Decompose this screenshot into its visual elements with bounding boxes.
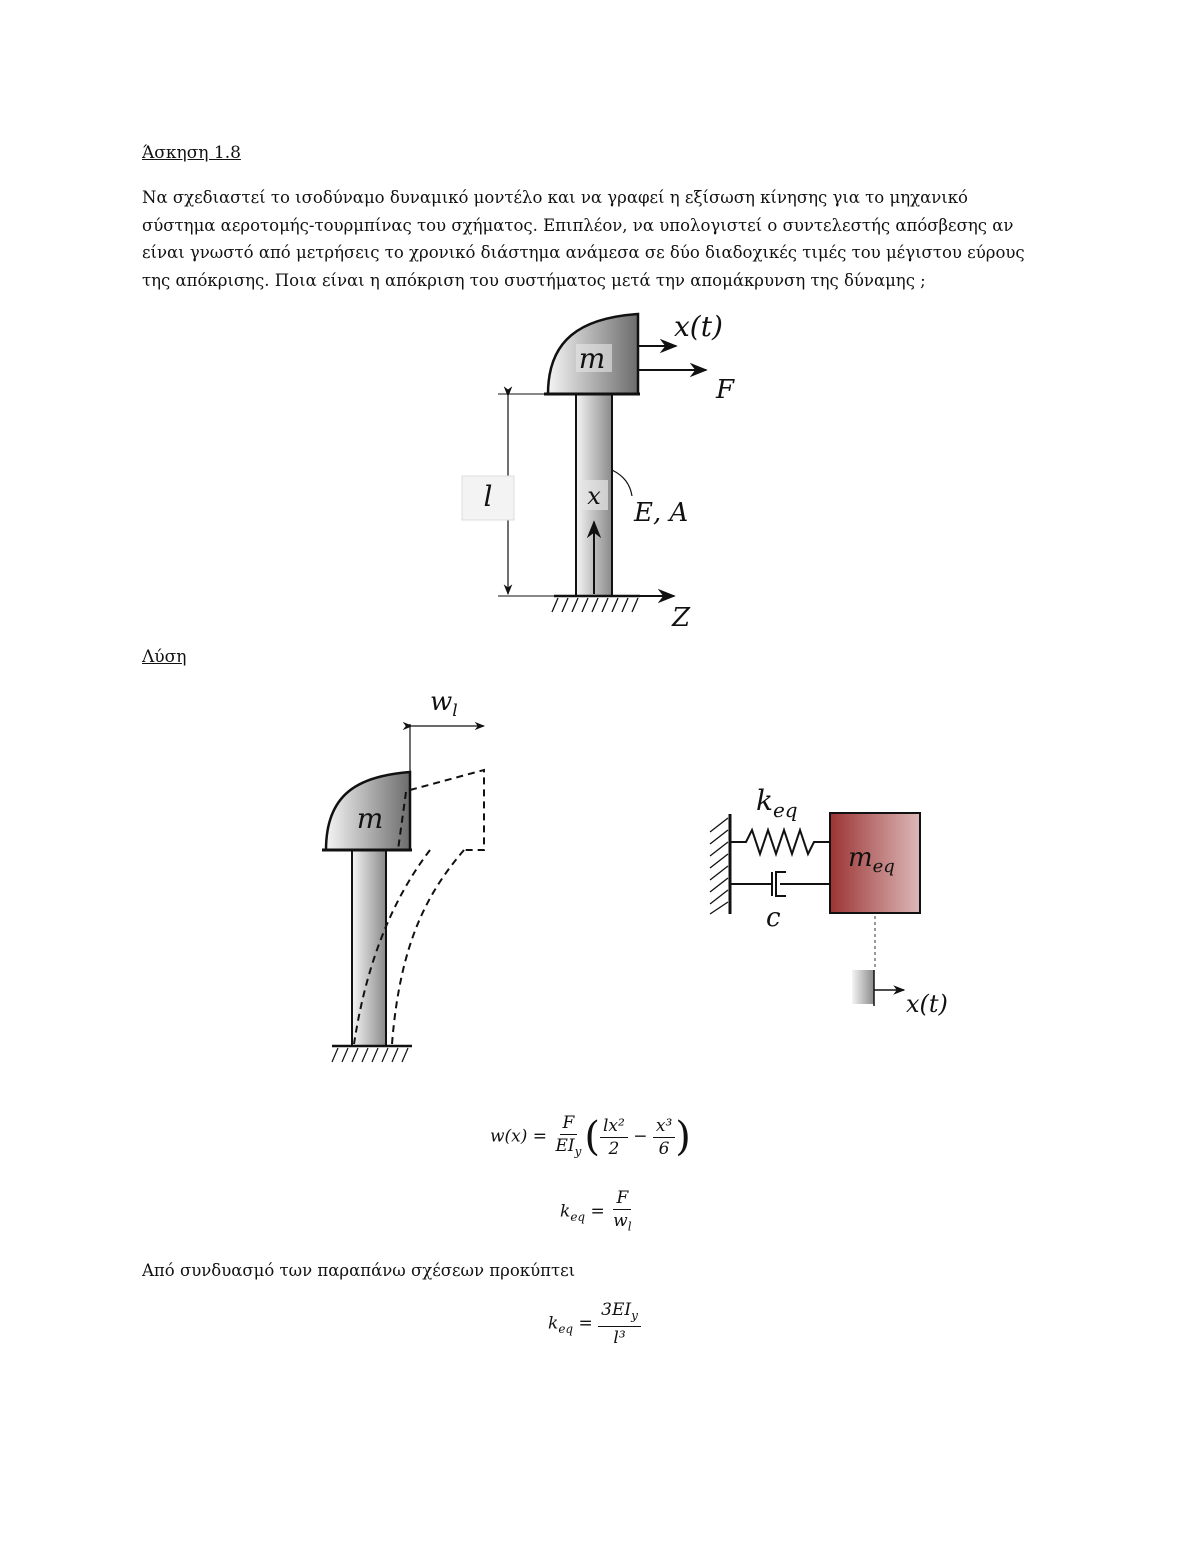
eq1-f-den-sub: y <box>574 1144 582 1159</box>
eq2-equals: = <box>590 1201 605 1222</box>
equivalent-mass-label: $m_{eq}$ <box>848 843 895 877</box>
eq2-den <box>610 1210 634 1236</box>
displacement-label: x(t) <box>906 990 948 1018</box>
mass-label: m <box>578 342 606 375</box>
eq2-fraction <box>610 1188 634 1236</box>
eq1-t1-num: lx² <box>600 1116 628 1138</box>
eq2-den-text: w <box>613 1211 628 1231</box>
eq1-paren-open: ( <box>584 1114 600 1161</box>
eq1-paren-close: ) <box>675 1114 691 1161</box>
damper-label: c <box>766 903 781 933</box>
displacement-label: x(t) <box>674 310 723 343</box>
ground-hatch <box>332 1048 408 1062</box>
material-label: E, A <box>634 498 689 528</box>
eq3-num-text: 3EI <box>601 1300 632 1320</box>
paragraph-line: της απόκρισης. Ποια είναι η απόκριση του συστήματος μετά την απομάκρυνση της δύναμης ; <box>142 270 926 290</box>
equation-deflection <box>490 1113 691 1161</box>
exercise-paragraph <box>142 184 1062 294</box>
mass-label: m <box>356 802 384 835</box>
eq1-t1-den: 2 <box>608 1138 620 1159</box>
z-axis-label: Z <box>672 603 691 633</box>
eq1-term1 <box>600 1116 628 1159</box>
combine-text: Από συνδυασμό των παραπάνω σχέσεων προκύπτει <box>142 1261 576 1280</box>
eq3-den: l³ <box>613 1328 626 1349</box>
damper <box>730 872 830 896</box>
force-label: F <box>716 375 735 405</box>
wall-hatch <box>710 818 728 914</box>
eq1-t2-den: 6 <box>658 1138 670 1159</box>
solution-title: Λύση <box>142 647 187 667</box>
eq3-equals: = <box>578 1313 593 1334</box>
exercise-title: Άσκηση 1.8 <box>142 143 241 163</box>
paragraph-line: σύστημα αεροτομής-τουρμπίνας του σχήματος. Επιπλέον, να υπολογιστεί ο συντελεστής απόσβεσης αν <box>142 215 1014 235</box>
eq3-lhs: k <box>548 1313 559 1334</box>
eq1-f-den-text: EI <box>555 1136 575 1156</box>
eq1-lhs: w(x) = <box>490 1126 548 1147</box>
eq2-lhs-sub: eq <box>570 1210 586 1225</box>
column <box>352 850 386 1046</box>
length-label: l <box>483 480 493 513</box>
eq1-f-den <box>552 1135 584 1161</box>
eq2-num: F <box>613 1188 631 1210</box>
eq2-den-sub: l <box>627 1219 632 1234</box>
paragraph-line: είναι γνωστό από μετρήσεις το χρονικό διάστημα ανάμεσα σε δύο διαδοχικές τιμές του μέγιστου εύρους <box>142 243 1025 262</box>
figure-column-with-mass <box>440 300 760 640</box>
eq2-lhs: k <box>560 1201 571 1222</box>
coordinate-label: x <box>587 482 601 510</box>
paragraph-line: Να σχεδιαστεί το ισοδύναμο δυναμικό μοντέλο και να γραφεί η εξίσωση κίνησης για το μηχανικό <box>142 188 968 207</box>
eq1-f-num: F <box>560 1113 578 1135</box>
deflection-label: $w_l$ <box>430 687 458 721</box>
equation-stiffness-result <box>548 1300 641 1348</box>
eq1-t2-num: x³ <box>653 1116 675 1138</box>
equation-stiffness-definition <box>560 1188 635 1236</box>
eq3-fraction <box>598 1300 641 1348</box>
spring <box>730 830 830 854</box>
eq3-num-sub: y <box>631 1308 638 1323</box>
eq1-term2 <box>653 1116 675 1159</box>
eq1-minus: − <box>633 1126 648 1147</box>
figure-mass-spring-damper <box>700 776 970 1026</box>
eq3-num <box>598 1300 641 1327</box>
spring-label: $k_{eq}$ <box>756 784 798 822</box>
figure-deflected-column <box>318 682 508 1072</box>
eq1-fraction <box>552 1113 584 1161</box>
ground-hatch <box>552 598 638 612</box>
eq3-lhs-sub: eq <box>558 1322 574 1337</box>
